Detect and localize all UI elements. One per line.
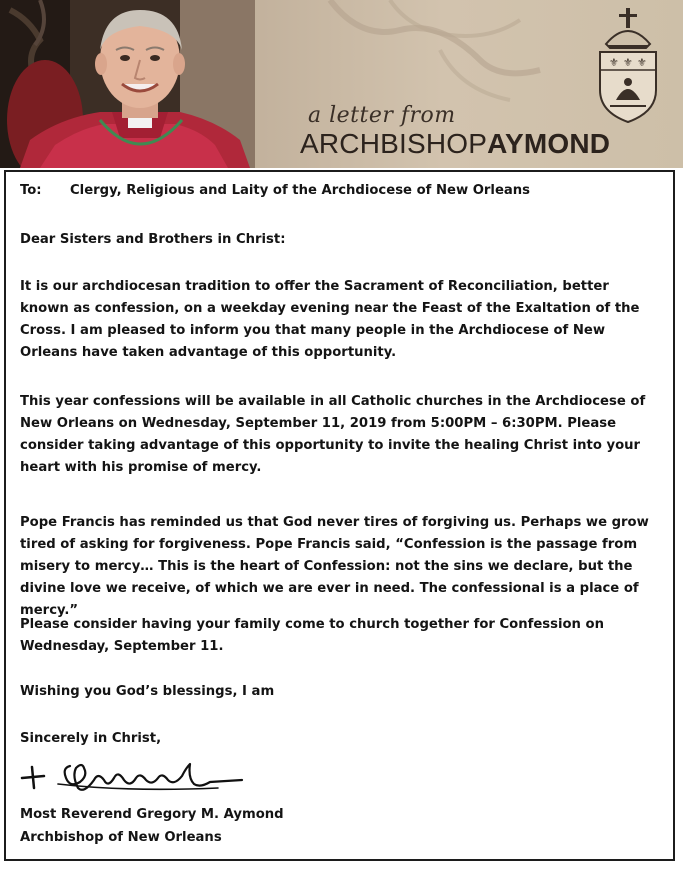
letter-closing: Sincerely in Christ,: [20, 731, 162, 746]
svg-text:⚜: ⚜: [637, 56, 647, 69]
signer-name: Most Reverend Gregory M. Aymond: [20, 807, 284, 822]
letter-recipient: [20, 180, 660, 202]
letter-salutation: Dear Sisters and Brothers in Christ:: [20, 232, 286, 247]
pelican-watermark: [290, 0, 590, 110]
letter-paragraph: It is our archdiocesan tradition to offer the Sacrament of Reconciliation, better known as confession, on a weekday evening near the Feast of the Exaltation of the Cross. I am pleased to inform you that many people in the Archdiocese of New Orleans have taken advantage of this opportunity.: [20, 279, 640, 360]
signer-title: Archbishop of New Orleans: [20, 830, 222, 845]
svg-text:⚜: ⚜: [623, 56, 633, 69]
letter-blessing: Wishing you God’s blessings, I am: [20, 684, 275, 699]
svg-text:⚜: ⚜: [609, 56, 619, 69]
handwritten-signature: [18, 758, 248, 798]
banner-tagline: a letter from: [308, 103, 456, 128]
archdiocese-crest-icon: [588, 8, 668, 124]
letter-paragraph: Pope Francis has reminded us that God never tires of forgiving us. Perhaps we grow tired of asking for forgiveness. Pope Francis said, “Confession is the passage from misery to mercy… This is the heart of Confession: not the sins we declare, but the divine love we receive, of which we are ever in need. The confessional is a place of mercy.”: [20, 515, 649, 618]
banner-name: [300, 128, 610, 160]
banner-name-last: AYMOND: [487, 128, 611, 159]
letter-paragraph: Please consider having your family come to church together for Confession on Wednesday, September 11.: [20, 617, 604, 654]
banner-name-first: ARCHBISHOP: [300, 128, 488, 159]
archbishop-portrait: [0, 0, 255, 168]
to-label: To:: [20, 183, 42, 198]
letter-body: [4, 170, 675, 861]
letter-header-banner: [0, 0, 683, 168]
to-value: Clergy, Religious and Laity of the Archdiocese of New Orleans: [70, 183, 531, 198]
banner-title: [300, 103, 610, 160]
letter-paragraph: This year confessions will be available in all Catholic churches in the Archdiocese of New Orleans on Wednesday, September 11, 2019 from 5:00PM – 6:30PM. Please consider taking advantage of this opportunity to invite the healing Christ into your heart with his promise of mercy.: [20, 394, 646, 475]
